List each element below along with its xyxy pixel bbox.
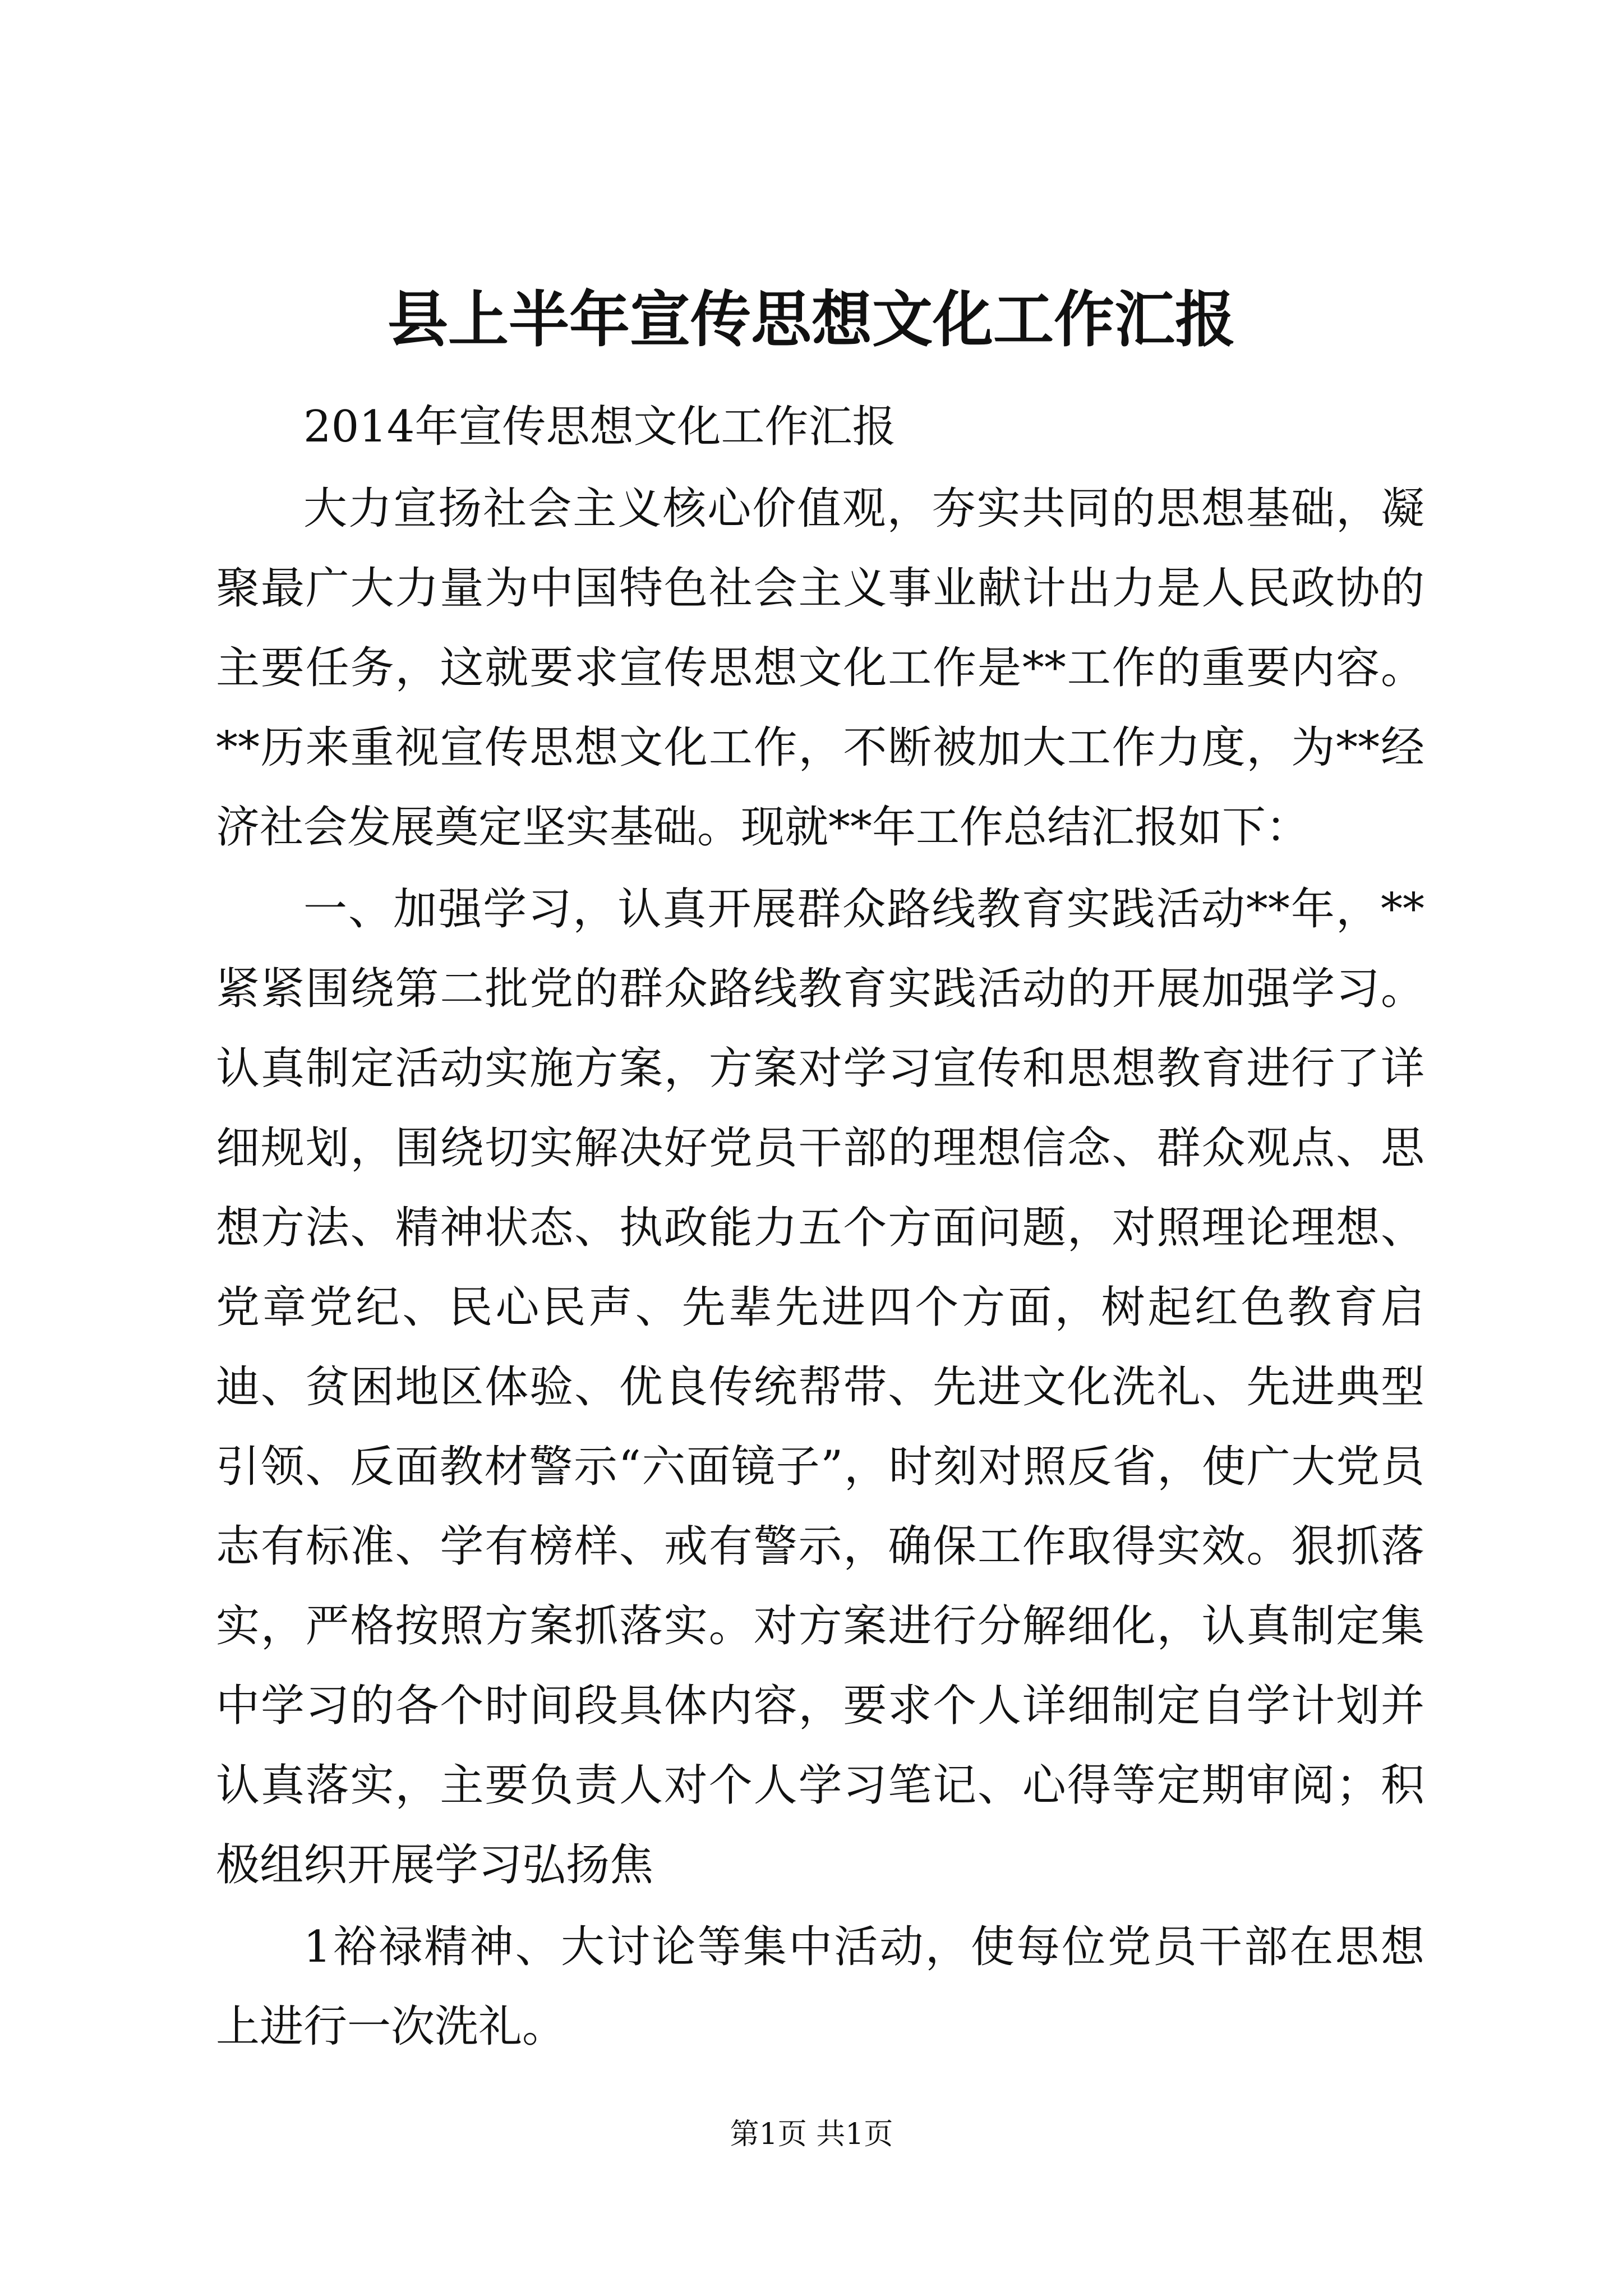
paragraph-subtitle: 2014年宣传思想文化工作汇报 [303, 402, 896, 452]
paragraph-intro: 大力宣扬社会主义核心价值观，夯实共同的思想基础，凝聚最广大力量为中国特色社会主义事业献计出力是人民政协的主要任务，这就要求宣传思想文化工作是**工作的重要内容。**历来重视宣传思想文化工作，不断被加大工作力度，为**经济社会发展奠定坚实基础。现就**年工作总结汇报如下： [216, 484, 1424, 853]
paragraph-continuation: 1裕禄精神、大讨论等集中活动，使每位党员干部在思想上进行一次洗礼。 [216, 1922, 1424, 2052]
paragraph-section-one: 一、加强学习，认真开展群众路线教育实践活动**年，**紧紧围绕第二批党的群众路线教育实践活动的开展加强学习。认真制定活动实施方案，方案对学习宣传和思想教育进行了详细规划，围绕切实解决好党员干部的理想信念、群众观点、思想方法、精神状态、执政能力五个方面问题，对照理论理想、党章党纪、民心民声、先辈先进四个方面，树起红色教育启迪、贫困地区体验、优良传统帮带、先进文化洗礼、先进典型引领、反面教材警示“六面镜子”，时刻对照反省，使广大党员志有标准、学有榜样、戒有警示，确保工作取得实效。狠抓落实，严格按照方案抓落实。对方案进行分解细化，认真制定集中学习的各个时间段具体内容，要求个人详细制定自学计划并认真落实，主要负责人对个人学习笔记、心得等定期审阅；积极组织开展学习弘扬焦 [216, 884, 1424, 1890]
document-body [216, 387, 1424, 2069]
page-footer: 第1页 共1页 [730, 2118, 893, 2151]
document-title: 县上半年宣传思想文化工作汇报 [387, 284, 1235, 355]
